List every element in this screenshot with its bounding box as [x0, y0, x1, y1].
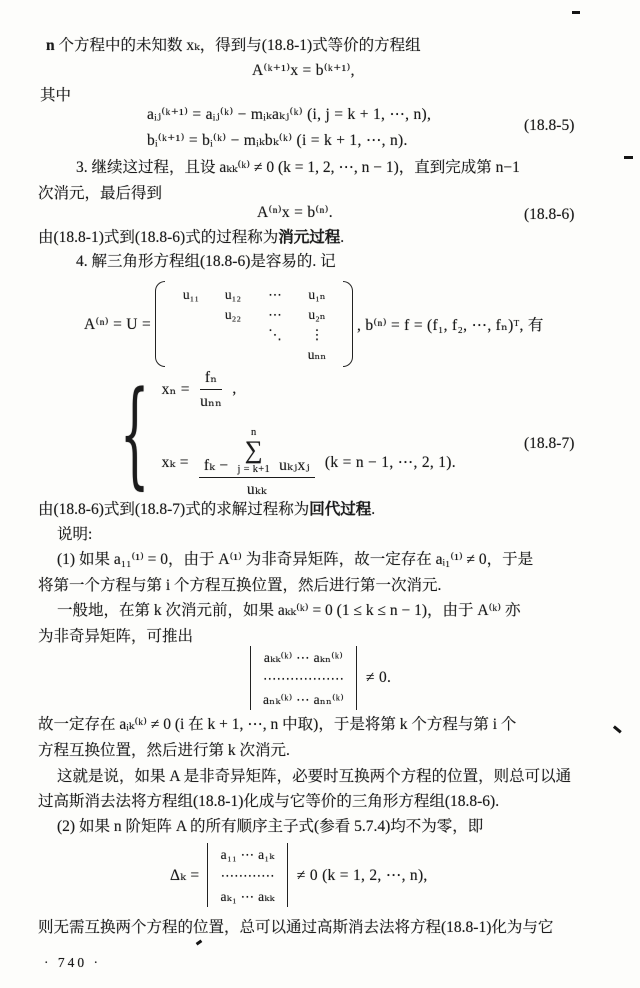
determinant-nonzero: ≠ 0. — [366, 669, 392, 686]
xk-fraction — [199, 427, 315, 499]
elimination-term-bold: 消元过程 — [278, 229, 341, 246]
matrix-cell — [212, 346, 254, 363]
general-case-line1: 一般地，在第 k 次消元前，如果 aₖₖ⁽ᵏ⁾ = 0 (1 ≤ k ≤ n − 1)，由于 A⁽ᵏ⁾ 亦 — [57, 602, 521, 619]
matrix-cell: uₙₙ — [307, 346, 327, 362]
num-suffix: uₖⱼxⱼ — [279, 456, 310, 474]
scan-artifact-dash — [572, 11, 580, 14]
note2-line: (2) 如果 n 阶矩阵 A 的所有顺序主子式(参看 5.7.4)均不为零，即 — [57, 818, 484, 835]
elimination-suffix: . — [340, 229, 345, 246]
matrix-cell — [170, 346, 212, 363]
step3-line2: 次消元，最后得到 — [38, 185, 163, 202]
elimination-prefix: 由(18.8-1)式到(18.8-6)式的过程称为 — [38, 229, 279, 246]
pivot-line2: 方程互换位置，然后进行第 k 次消元. — [38, 742, 290, 759]
note1-line1: (1) 如果 a₁₁⁽¹⁾ = 0，由于 A⁽¹⁾ 为非奇异矩阵，故一定存在 aᵢ₁⁽¹⁾ ≠ 0，于是 — [57, 551, 534, 568]
matrix-cell: u₁₁ — [182, 286, 200, 302]
matrix-cell — [254, 346, 296, 363]
sum-upper-limit: n — [250, 426, 257, 438]
equation-18-8-5-line2: bᵢ⁽ᵏ⁺¹⁾ = bᵢ⁽ᵏ⁾ − mᵢₖbₖ⁽ᵏ⁾ (i = k + 1, ⋯, n). — [147, 132, 408, 149]
summary-line1: 这就是说，如果 A 是非奇异矩阵，必要时互换两个方程的位置，则总可以通 — [57, 768, 572, 785]
back-substitution-sentence — [38, 500, 375, 520]
matrix-cell — [212, 326, 254, 343]
xk-denominator: uₖₖ — [246, 480, 267, 498]
xn-lhs: xₙ = — [161, 380, 190, 398]
matrix-cell — [170, 306, 212, 323]
general-case-line2: 为非奇异矩阵，可推出 — [38, 628, 194, 645]
equation-label-18-8-7: (18.8-7) — [524, 435, 575, 452]
determinant-bar-right — [356, 646, 357, 710]
where-label: 其中 — [40, 87, 72, 104]
matrix-cell: ⋮ — [310, 326, 324, 342]
equation-18-8-5-line1: aᵢⱼ⁽ᵏ⁺¹⁾ = aᵢⱼ⁽ᵏ⁾ − mᵢₖaₖⱼ⁽ᵏ⁾ (i, j = k + 1, ⋯, n), — [147, 106, 432, 123]
summary-line2: 过高斯消去法将方程组(18.8-1)化成与它等价的三角形方程组(18.8-6). — [38, 793, 500, 810]
xk-numerator — [199, 427, 315, 478]
matrix-cell: u₂₂ — [224, 306, 242, 322]
right-paren-shape — [343, 281, 353, 367]
matrix-after: , b⁽ⁿ⁾ = f = (f₁, f₂, ⋯, fₙ)ᵀ, 有 — [357, 317, 544, 334]
xk-lhs: xₖ = — [161, 454, 189, 471]
elimination-sentence — [38, 228, 344, 248]
note1-line2: 将第一个方程与第 i 个方程互换位置，然后进行第一次消元. — [38, 577, 442, 594]
xk-condition: (k = n − 1, ⋯, 2, 1). — [324, 454, 456, 471]
leading-principal-minor — [170, 843, 428, 907]
back-suffix: . — [371, 501, 376, 518]
matrix-cell: ⋱ — [268, 326, 282, 342]
sigma-symbol: ∑ — [244, 436, 263, 464]
equation-18-8-7-system — [120, 365, 456, 501]
determinant-submatrix — [250, 646, 391, 710]
determinant-row: aₖₖ⁽ᵏ⁾ ⋯ aₖₙ⁽ᵏ⁾ — [263, 649, 344, 665]
page-number: · 740 · — [44, 955, 101, 970]
determinant-dots-row: ⋯⋯⋯⋯ — [220, 867, 275, 883]
matrix-cell: u₁ₙ — [308, 286, 326, 302]
equation-system-k1: A⁽ᵏ⁺¹⁾x = b⁽ᵏ⁺¹⁾, — [252, 62, 355, 79]
xn-numerator: fₙ — [200, 368, 222, 390]
matrix-cell — [170, 326, 212, 343]
notes-heading: 说明: — [57, 526, 93, 543]
xn-equation — [162, 368, 456, 411]
step4-line: 4. 解三角形方程组(18.8-6)是容易的. 记 — [76, 253, 336, 270]
delta-k-lhs: Δₖ = — [170, 866, 200, 884]
matrix-definition-block — [84, 281, 544, 367]
scan-artifact-tick — [613, 725, 622, 733]
determinant-row: a₁₁ ⋯ a₁ₖ — [220, 846, 275, 862]
paragraph-intro — [46, 36, 421, 56]
matrix-cell: u₁₂ — [224, 286, 242, 302]
xn-denominator: uₙₙ — [200, 392, 223, 410]
back-prefix: 由(18.8-6)式到(18.8-7)式的求解过程称为 — [38, 501, 310, 518]
determinant-dots-row: ⋯⋯⋯⋯⋯⋯ — [263, 670, 344, 686]
variable-n-smudged: n — [46, 37, 55, 54]
matrix-cell: ⋯ — [268, 306, 282, 322]
closing-line: 则无需互换两个方程的位置，总可以通过高斯消去法将方程(18.8-1)化为与它 — [38, 919, 554, 936]
determinant-row: aₙₖ⁽ᵏ⁾ ⋯ aₙₙ⁽ᵏ⁾ — [263, 691, 344, 707]
equation-label-18-8-5: (18.8-5) — [524, 117, 575, 134]
xn-fraction — [200, 368, 222, 411]
step3-line1: 3. 继续这过程，且设 aₖₖ⁽ᵏ⁾ ≠ 0 (k = 1, 2, ⋯, n − 1)，直到完成第 n−1 — [76, 159, 520, 176]
back-term-bold: 回代过程 — [309, 501, 372, 518]
determinant-rows — [208, 843, 286, 908]
xk-equation — [162, 427, 456, 499]
matrix-cell: ⋯ — [268, 286, 282, 302]
pivot-line1: 故一定存在 aᵢₖ⁽ᵏ⁾ ≠ 0 (i 在 k + 1, ⋯, n 中取)，于是将第 k 个方程与第 i 个 — [38, 716, 517, 733]
determinant-bar-right — [287, 843, 288, 907]
summation — [237, 427, 270, 475]
determinant-row: aₖ₁ ⋯ aₖₖ — [220, 888, 275, 904]
scan-artifact-speck — [196, 940, 203, 946]
sum-lower-limit: j = k+1 — [237, 463, 271, 475]
matrix-lead: A⁽ⁿ⁾ = U = — [84, 315, 151, 333]
left-paren-shape — [155, 281, 165, 367]
xn-comma: , — [232, 380, 237, 397]
system-brace: { — [120, 365, 150, 501]
minor-nonzero-condition: ≠ 0 (k = 1, 2, ⋯, n), — [296, 866, 428, 884]
num-prefix: fₖ − — [203, 456, 229, 474]
scan-artifact-dash — [624, 156, 633, 159]
system-rows — [162, 368, 456, 499]
upper-triangular-matrix — [168, 281, 340, 368]
matrix-cell: u₂ₙ — [308, 306, 326, 322]
equation-18-8-6: A⁽ⁿ⁾x = b⁽ⁿ⁾. — [257, 204, 333, 221]
equation-label-18-8-6: (18.8-6) — [524, 206, 575, 223]
intro-text: 个方程中的未知数 xₖ，得到与(18.8-1)式等价的方程组 — [58, 37, 421, 54]
determinant-rows — [251, 646, 356, 711]
